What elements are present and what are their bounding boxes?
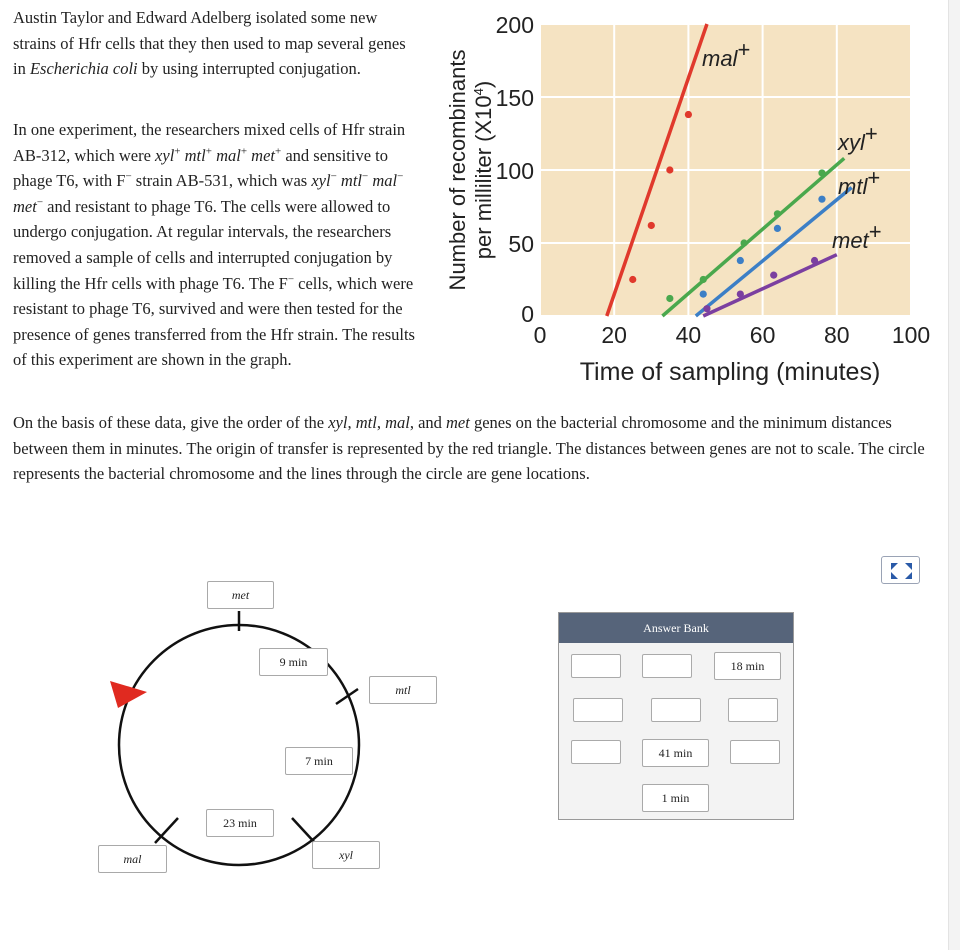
y-tick-label: 150	[495, 85, 534, 111]
answer-chip-18-min[interactable]: 18 min	[714, 652, 781, 680]
answer-slot[interactable]	[573, 698, 623, 722]
answer-bank-title: Answer Bank	[559, 613, 793, 643]
answer-slot[interactable]	[642, 654, 692, 678]
x-tick-label: 100	[891, 322, 931, 348]
y-tick-label: 50	[508, 231, 534, 257]
x-tick-label: 40	[675, 322, 702, 348]
label-mal[interactable]: mal	[98, 845, 167, 873]
distance-xyl-mal[interactable]: 23 min	[206, 809, 274, 837]
answer-slot[interactable]	[571, 654, 621, 678]
distance-met-mtl[interactable]: 9 min	[259, 648, 328, 676]
origin-triangle	[110, 681, 147, 708]
intro-paragraph-1: Austin Taylor and Edward Adelberg isolated some new strains of Hfr cells that they then used to map several genes in Escherichia coli by using interrupted conjugation.	[13, 8, 406, 79]
x-tick-label: 80	[824, 322, 850, 348]
series-label-xyl: xyl+	[838, 121, 878, 155]
x-tick-label: 60	[749, 322, 776, 348]
page-scrollbar[interactable]	[948, 0, 960, 950]
y-tick-label: 0	[521, 301, 534, 327]
y-tick-label: 100	[495, 158, 534, 184]
y-tick-label: 200	[495, 12, 534, 38]
label-xyl[interactable]: xyl	[312, 841, 380, 869]
svg-text:Number of recombinants: Number of recombinants	[445, 49, 470, 291]
answer-slot[interactable]	[730, 740, 780, 764]
label-met[interactable]: met	[207, 581, 274, 609]
x-axis-label: Time of sampling (minutes)	[579, 358, 881, 386]
answer-slot[interactable]	[728, 698, 778, 722]
series-label-met: met+	[832, 219, 882, 253]
answer-slot[interactable]	[571, 740, 621, 764]
intro-paragraph-2: In one experiment, the researchers mixed cells of Hfr strain AB-312, which were xyl+ mtl+ mal+ met+ and sensitive to phage T6, with F− strain AB-531, which was xyl− mtl− mal− met− and resistant to phage T6. The cells were allowed to undergo conjugation. At regular intervals, the researchers removed a sample of cells and interrupted conjugation by killing the Hfr cells with phage T6. The F− cells, which were resistant to phage T6, survived and were then tested for the presence of genes transferred from the Hfr strain. The results of this experiment are shown in the graph.	[13, 120, 415, 370]
question-paragraph: On the basis of these data, give the order of the xyl, mtl, mal, and met genes on the bacterial chromosome and the minimum distances between them in minutes. The origin of transfer is represented by the red triangle. The distances between genes are not to scale. The circle represents the bacterial chromosome and the lines through the circle are gene locations.	[13, 413, 925, 484]
answer-chip-1-min[interactable]: 1 min	[642, 784, 709, 812]
x-tick-label: 20	[601, 322, 627, 348]
answer-slot[interactable]	[651, 698, 701, 722]
gene-line-xyl	[292, 818, 316, 844]
answer-chip-41-min[interactable]: 41 min	[642, 739, 709, 767]
x-tick-label: 0	[533, 322, 547, 348]
distance-mtl-xyl[interactable]: 7 min	[285, 747, 353, 775]
svg-text:per milliliter (X104): per milliliter $(X10^4)$	[471, 80, 496, 260]
series-label-mtl: mtl+	[838, 165, 881, 199]
label-mtl[interactable]: mtl	[369, 676, 437, 704]
series-label-mal: mal+	[702, 37, 751, 71]
expand-button[interactable]	[881, 556, 920, 584]
expand-icon	[882, 557, 921, 585]
